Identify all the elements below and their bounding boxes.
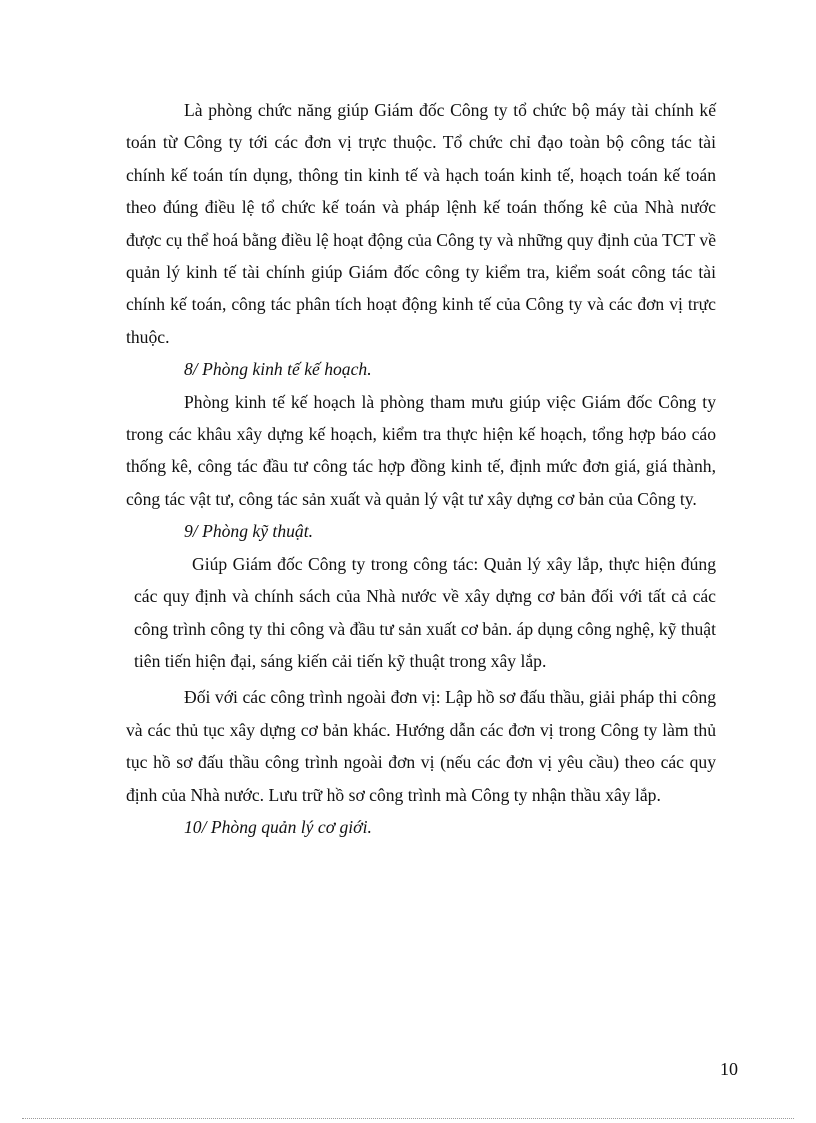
section-heading-technical: 9/ Phòng kỹ thuật. [184,521,313,542]
paragraph-finance-accounting: Là phòng chức năng giúp Giám đốc Công ty tổ chức bộ máy tài chính kế toán từ Công ty tới các đơn vị trực thuộc. Tổ chức chỉ đạo toàn bộ công tác tài chính kế toán tín dụng, thông tin kinh tế và hạch toán kinh tế, hoạch toán kế toán theo đúng điều lệ tổ chức kế toán và pháp lệnh kế toán thống kê của Nhà nước được cụ thể hoá bằng điều lệ hoạt động của Công ty và những quy định của TCT về quản lý kinh tế tài chính giúp Giám đốc công ty kiểm tra, kiểm soát công tác tài chính kế toán, công tác phân tích hoạt động kinh tế của Công ty và các đơn vị trực thuộc. [126,100,716,347]
paragraph-technical: Giúp Giám đốc Công ty trong công tác: Quản lý xây lắp, thực hiện đúng các quy định và chính sách của Nhà nước về xây dựng cơ bản đối với tất cả các công trình công ty thi công và đầu tư sản xuất cơ bản. áp dụng công nghệ, kỹ thuật tiên tiến hiện đại, sáng kiến cải tiến kỹ thuật trong xây lắp. [134,553,716,671]
document-body [126,94,716,843]
page-bottom-divider [22,1118,794,1119]
section-heading-economic-planning: 8/ Phòng kinh tế kế hoạch. [184,359,372,380]
section-heading-machinery: 10/ Phòng quản lý cơ giới. [184,816,372,837]
paragraph-economic-planning: Phòng kinh tế kế hoạch là phòng tham mưu giúp việc Giám đốc Công ty trong các khâu xây dựng kế hoạch, kiểm tra thực hiện kế hoạch, tổng hợp báo cáo thống kê, công tác đầu tư công tác hợp đồng kinh tế, định mức đơn giá, giá thành, công tác vật tư, công tác sản xuất và quản lý vật tư xây dựng cơ bản của Công ty. [126,391,716,509]
paragraph-external-projects: Đối với các công trình ngoài đơn vị: Lập hồ sơ đấu thầu, giải pháp thi công và các thủ tục xây dựng cơ bản khác. Hướng dẫn các đơn vị trong Công ty làm thủ tục hồ sơ đấu thầu công trình ngoài đơn vị (nếu các đơn vị yêu cầu) theo các quy định của Nhà nước. Lưu trữ hồ sơ công trình mà Công ty nhận thầu xây lắp. [126,687,716,805]
page-number: 10 [720,1059,738,1079]
